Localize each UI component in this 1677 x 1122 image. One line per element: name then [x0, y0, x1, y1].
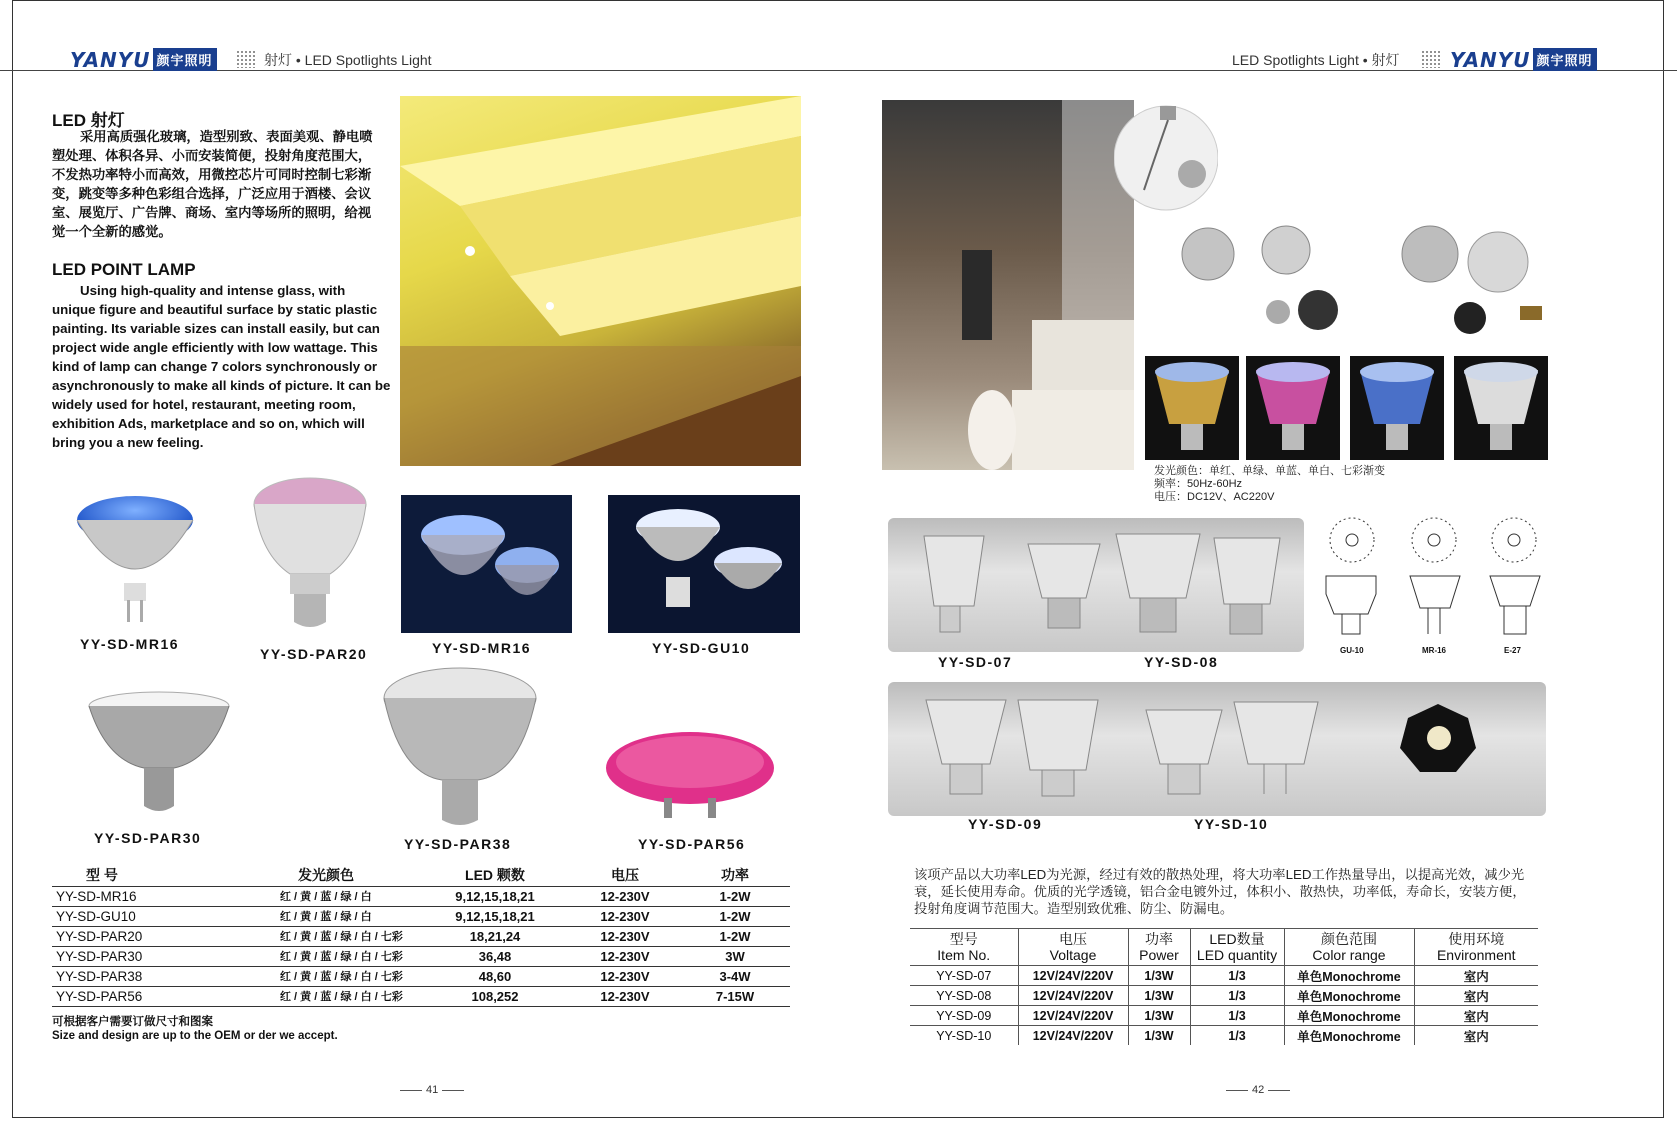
cell-power: 3-4W [719, 968, 751, 984]
cell-model: YY-SD-PAR56 [56, 988, 143, 1004]
table-row [52, 926, 790, 946]
cell-model: YY-SD-PAR38 [56, 968, 143, 984]
col-header-environment [1414, 929, 1538, 966]
spec-line: 发光颜色：单红、单绿、单蓝、单白、七彩渐变 [1154, 465, 1385, 477]
table-row [910, 986, 1538, 1006]
heading-cn: LED 射灯 [52, 111, 125, 130]
col-header-voltage [1018, 929, 1128, 966]
page-number-right: 42 [1222, 1084, 1294, 1096]
cell-power: 1/3W [1128, 1026, 1190, 1046]
lamp-parts-photo-a [1168, 222, 1358, 342]
cell-model: YY-SD-GU10 [56, 908, 136, 924]
logo-left: YANYU 颜宇照明 [70, 48, 217, 72]
header-cn: 电压 [1059, 931, 1087, 947]
cell-item: YY-SD-08 [910, 986, 1018, 1006]
caption-sd08: YY-SD-08 [1144, 654, 1219, 670]
cell-model: YY-SD-PAR30 [56, 948, 143, 964]
header-cn: LED数量 [1209, 931, 1265, 947]
par20-lamp-photo [250, 474, 370, 634]
cell-voltage: 12-230V [600, 928, 650, 944]
diagram-label-gu10: GU-10 [1340, 646, 1364, 655]
cell-voltage: 12-230V [600, 968, 650, 984]
cell-voltage: 12-230V [600, 948, 650, 964]
header-en: Voltage [1049, 947, 1097, 963]
diagram-label-e27: E-27 [1504, 646, 1521, 655]
cell-power: 1-2W [719, 908, 751, 924]
cell-led-quantity: 1/3 [1190, 966, 1284, 986]
cell-power: 7-15W [715, 988, 755, 1004]
caption-sd09: YY-SD-09 [968, 816, 1043, 832]
lamp-parts-photo-b [1380, 222, 1560, 342]
caption-par30: YY-SD-PAR30 [94, 830, 202, 846]
cell-power: 1-2W [719, 888, 751, 904]
col-header-color-range [1284, 929, 1414, 966]
cell-color-range: 单色Monochrome [1284, 986, 1414, 1006]
gu10-group-photo [608, 495, 800, 633]
cell-environment: 室内 [1414, 1006, 1538, 1026]
caption-mr16-b: YY-SD-MR16 [432, 640, 532, 656]
cell-led-count: 9,12,15,18,21 [455, 908, 535, 924]
table-row [52, 886, 790, 906]
table-row [910, 966, 1538, 986]
cell-voltage: 12V/24V/220V [1018, 986, 1128, 1006]
header-cn: 颜色范围 [1321, 931, 1377, 947]
col-header-voltage: 电压 [611, 866, 639, 883]
cell-color: 红 / 黄 / 蓝 / 绿 / 白 [280, 891, 372, 903]
mr16-group-photo [401, 495, 572, 633]
blue-lamp-photo [1350, 356, 1444, 460]
cell-voltage: 12V/24V/220V [1018, 1006, 1128, 1026]
right-spec-table [910, 928, 1538, 1045]
table-row [910, 1026, 1538, 1046]
silver-lamp-photo [1454, 356, 1548, 460]
interior-photo [400, 96, 801, 466]
spec-lines [1154, 465, 1385, 504]
product-panel-07-08 [888, 518, 1304, 652]
header-en: Environment [1436, 947, 1516, 963]
cell-item: YY-SD-07 [910, 966, 1018, 986]
caption-par20: YY-SD-PAR20 [260, 646, 368, 662]
cell-item: YY-SD-10 [910, 1026, 1018, 1046]
table-row [52, 966, 790, 986]
description-high-power-cn: 该项产品以大功率LED为光源，经过有效的散热处理，将大功率LED工作热量导出，以提高光效，减少光衰，延长使用寿命。优质的光学透镜，铝合金电镀外过，体积小、散热快，功率低，寿命长，安装方便，投射角度调节范围大。造型别致优雅、防尘、防漏电。 [914, 867, 1526, 916]
table-row [52, 946, 790, 966]
cell-voltage: 12-230V [600, 908, 650, 924]
cell-power: 3W [725, 948, 745, 964]
cell-environment: 室内 [1414, 1026, 1538, 1046]
table-row [52, 906, 790, 926]
description-en: Using high-quality and intense glass, with unique figure and beautiful surface by static plastic painting. Its variable sizes can install easily, but can project wide angle efficiently with low wattage. This kind of lamp can change 7 colors synchronously or asynchronously to make all kinds of picture. It can be widely used for hotel, restaurant, meeting room, exhibition Ads, marketplace and so on, which will bring you a new feeling. [52, 283, 391, 450]
col-header-led-count: LED 颗数 [465, 866, 525, 883]
cell-power: 1/3W [1128, 1006, 1190, 1026]
cell-item: YY-SD-09 [910, 1006, 1018, 1026]
dots-icon [236, 50, 256, 68]
cell-model: YY-SD-PAR20 [56, 928, 143, 944]
caption-par56: YY-SD-PAR56 [638, 836, 746, 852]
cell-voltage: 12-230V [600, 988, 650, 1004]
header-title-right: LED Spotlights Light • 射灯 [1232, 52, 1400, 68]
product-panel-09-10 [888, 682, 1546, 816]
header-title-left: 射灯 • LED Spotlights Light [264, 52, 432, 68]
spec-line: 频率：50Hz-60Hz [1154, 478, 1243, 490]
cell-led-count: 36,48 [478, 948, 512, 964]
cell-color: 红 / 黄 / 蓝 / 绿 / 白 / 七彩 [280, 931, 403, 943]
page-number-left: 41 [396, 1084, 468, 1096]
cell-color: 红 / 黄 / 蓝 / 绿 / 白 / 七彩 [280, 991, 403, 1003]
cell-environment: 室内 [1414, 986, 1538, 1006]
table-row [910, 1006, 1538, 1026]
cell-model: YY-SD-MR16 [56, 888, 137, 904]
par38-lamp-photo [380, 664, 540, 830]
cell-led-quantity: 1/3 [1190, 986, 1284, 1006]
heading-en: LED POINT LAMP [52, 260, 196, 279]
spec-line: 电压：DC12V、AC220V [1154, 491, 1275, 503]
dimension-diagrams [1318, 514, 1554, 664]
cell-led-quantity: 1/3 [1190, 1026, 1284, 1046]
col-header-power: 功率 [721, 866, 749, 883]
note-cn: 可根据客户需要订做尺寸和图案 [52, 1016, 213, 1028]
cell-voltage: 12-230V [600, 888, 650, 904]
header-cn: 使用环境 [1448, 931, 1505, 947]
header-en: Item No. [937, 947, 991, 963]
store-photo [882, 100, 1134, 470]
cell-led-count: 48,60 [478, 968, 512, 984]
cell-power: 1/3W [1128, 986, 1190, 1006]
header-en: Color range [1312, 947, 1386, 963]
par30-lamp-photo [86, 690, 232, 822]
cell-color-range: 单色Monochrome [1284, 1026, 1414, 1046]
header-cn: 功率 [1145, 931, 1173, 947]
col-header-power [1128, 929, 1190, 966]
description-cn: 采用高质强化玻璃，造型别致、表面美观、静电喷塑处理、体积各异、小而安装简便，投射角度范围大，不发热功率特小而高效，用微控芯片可同时控制七彩渐变，跳变等多种色彩组合选择，广泛应用于酒楼、会议室、展览厅、广告牌、商场、室内等场所的照明，给视觉一个全新的感觉。 [52, 129, 373, 239]
caption-sd10: YY-SD-10 [1194, 816, 1269, 832]
caption-mr16: YY-SD-MR16 [80, 636, 180, 652]
diagram-label-mr16: MR-16 [1422, 646, 1447, 655]
col-header-color: 发光颜色 [298, 866, 354, 883]
col-header-led-quantity [1190, 929, 1284, 966]
caption-sd07: YY-SD-07 [938, 654, 1013, 670]
cell-color: 红 / 黄 / 蓝 / 绿 / 白 [280, 911, 372, 923]
track-light-photo [1114, 100, 1218, 215]
cell-color-range: 单色Monochrome [1284, 1006, 1414, 1026]
caption-par38: YY-SD-PAR38 [404, 836, 512, 852]
table-row [52, 986, 790, 1006]
cell-led-quantity: 1/3 [1190, 1006, 1284, 1026]
cell-voltage: 12V/24V/220V [1018, 966, 1128, 986]
cell-color: 红 / 黄 / 蓝 / 绿 / 白 / 七彩 [280, 951, 403, 963]
col-header-model: 型 号 [86, 866, 118, 883]
caption-gu10: YY-SD-GU10 [652, 640, 751, 656]
header-cn: 型号 [949, 931, 978, 947]
header-en: Power [1139, 947, 1179, 963]
cell-voltage: 12V/24V/220V [1018, 1026, 1128, 1046]
gold-lamp-photo [1145, 356, 1239, 460]
note-en: Size and design are up to the OEM or der we accept. [52, 1030, 338, 1042]
par56-lamp-photo [604, 728, 776, 824]
cell-led-count: 9,12,15,18,21 [455, 888, 535, 904]
cell-environment: 室内 [1414, 966, 1538, 986]
cell-power: 1-2W [719, 928, 751, 944]
cell-power: 1/3W [1128, 966, 1190, 986]
logo-right: YANYU 颜宇照明 [1450, 48, 1597, 72]
header-rule [0, 70, 1677, 71]
cell-led-count: 108,252 [471, 988, 519, 1004]
header-en: LED quantity [1196, 947, 1278, 963]
col-header-item [910, 929, 1018, 966]
cell-led-count: 18,21,24 [469, 928, 521, 944]
cell-color-range: 单色Monochrome [1284, 966, 1414, 986]
left-spec-table [52, 864, 790, 1007]
dots-icon [1421, 50, 1441, 68]
cell-color: 红 / 黄 / 蓝 / 绿 / 白 / 七彩 [280, 971, 403, 983]
pink-lamp-photo [1246, 356, 1340, 460]
mr16-lamp-photo [72, 488, 198, 628]
